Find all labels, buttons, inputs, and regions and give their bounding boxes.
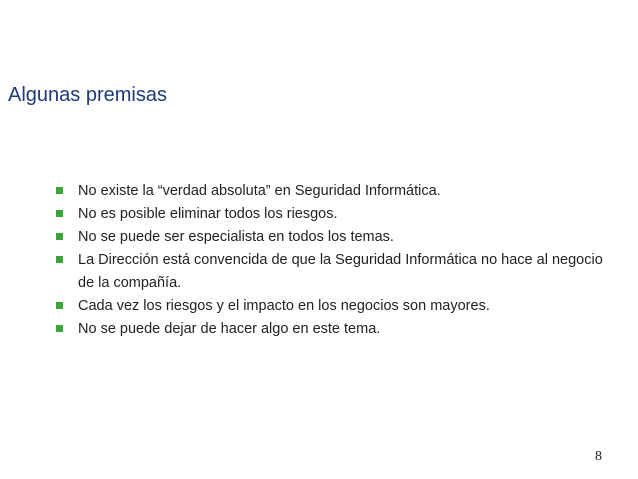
square-bullet-icon (56, 187, 63, 194)
list-item (56, 295, 616, 318)
slide-title: Algunas premisas (8, 84, 167, 106)
list-item (56, 203, 616, 226)
list-item (56, 249, 616, 295)
square-bullet-icon (56, 233, 63, 240)
bullet-text: No se puede ser especialista en todos los temas. (78, 229, 394, 245)
bullet-text: La Dirección está convencida de que la Seguridad Informática no hace al negocio de la compañía. (78, 252, 603, 291)
bullet-text: Cada vez los riesgos y el impacto en los negocios son mayores. (78, 298, 490, 314)
list-item (56, 180, 616, 203)
bullet-list (56, 180, 616, 341)
bullet-text: No es posible eliminar todos los riesgos. (78, 206, 338, 222)
list-item (56, 318, 616, 341)
square-bullet-icon (56, 210, 63, 217)
bullet-text: No se puede dejar de hacer algo en este tema. (78, 321, 381, 337)
list-item (56, 226, 616, 249)
bullet-text: No existe la “verdad absoluta” en Seguridad Informática. (78, 183, 441, 199)
page-number: 8 (595, 449, 602, 464)
square-bullet-icon (56, 302, 63, 309)
square-bullet-icon (56, 325, 63, 332)
square-bullet-icon (56, 256, 63, 263)
